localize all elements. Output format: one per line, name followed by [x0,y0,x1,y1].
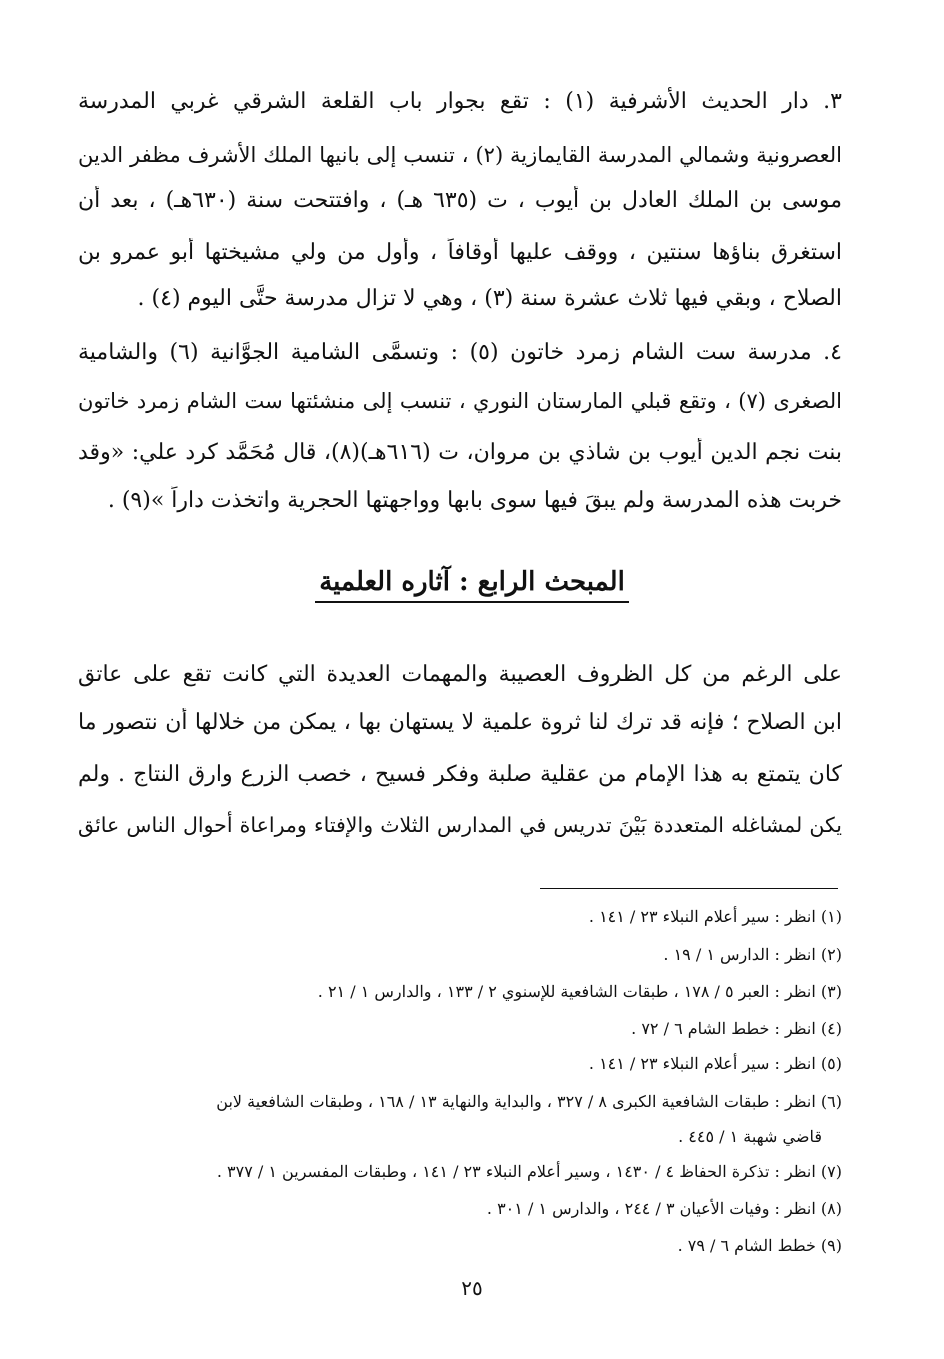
text-line: ٤. مدرسة ست الشام زمرد خاتون (٥) : وتسمَّى الشامية الجوَّانية (٦) والشامية [78,340,842,365]
footnote-divider [540,888,838,889]
section-heading-text: المبحث الرابع : آثاره العلمية [315,567,629,603]
text-line: الصلاح ، وبقي فيها ثلاث عشرة سنة (٣) ، وهي لا تزال مدرسة حتَّى اليوم (٤) . [137,286,842,311]
text-line: موسى بن الملك العادل بن أيوب ، ت (٦٣٥ هـ) ، وافتتحت سنة (٦٣٠هـ) ، بعد أن [78,188,842,213]
footnote: (٩) خطط الشام ٦ / ٧٩ . [677,1236,842,1255]
footnote-continuation: قاضي شهبة ١ / ٤٤٥ . [678,1127,822,1146]
footnote: (٧) انظر : تذكرة الحفاظ ٤ / ١٤٣٠ ، وسير أعلام النبلاء ٢٣ / ١٤١ ، وطبقات المفسرين ١ / ٣٧٧ . [216,1162,842,1181]
text-line: بنت نجم الدين أيوب بن شاذي بن مروان، ت (٦١٦هـ)(٨)، قال مُحَمَّد كرد علي: «وقد [78,440,842,465]
text-line: استغرق بناؤها سنتين ، ووقف عليها أوقافاً ، وأول من ولي مشيختها أبو عمرو بن [78,240,842,265]
text-line: ابن الصلاح ؛ فإنه قد ترك لنا ثروة علمية لا يستهان بها ، يمكن من خلالها أن نتصور ما [78,710,842,735]
section-heading [0,562,944,602]
footnote: (٨) انظر : وفيات الأعيان ٣ / ٢٤٤ ، والدارس ١ / ٣٠١ . [486,1199,842,1218]
page-number: ٢٥ [461,1276,483,1300]
text-line: خربت هذه المدرسة ولم يبقَ فيها سوى بابها وواجهتها الحجرية واتخذت داراً »(٩) . [107,488,842,513]
footnote: (٦) انظر : طبقات الشافعية الكبرى ٨ / ٣٢٧ ، والبداية والنهاية ١٣ / ١٦٨ ، وطبقات الشافعية لابن [216,1092,842,1111]
text-line: يكن لمشاغله المتعددة بَيْنَ تدريس في المدارس الثلاث والإفتاء ومراعاة أحوال الناس عائق [78,813,842,837]
footnote: (١) انظر : سير أعلام النبلاء ٢٣ / ١٤١ . [588,907,842,926]
text-line: العصرونية وشمالي المدرسة القايمازية (٢) ، تنسب إلى بانيها الملك الأشرف مظفر الدين [78,143,842,167]
text-line: على الرغم من كل الظروف العصيبة والمهمات العديدة التي كانت تقع على عاتق [78,662,842,687]
footnote: (٤) انظر : خطط الشام ٦ / ٧٢ . [631,1019,842,1038]
footnote: (٣) انظر : العبر ٥ / ١٧٨ ، طبقات الشافعية للإسنوي ٢ / ١٣٣ ، والدارس ١ / ٢١ . [317,982,842,1001]
footnote: (٢) انظر : الدارس ١ / ١٩ . [663,945,842,964]
text-line: كان يتمتع به هذا الإمام من عقلية صلبة وفكر فسيح ، خصب الزرع وارق النتاج . ولم [78,762,842,787]
text-line: الصغرى (٧) ، وتقع قبلي المارستان النوري ، تنسب إلى منشئتها ست الشام زمرد خاتون [78,389,842,413]
footnote: (٥) انظر : سير أعلام النبلاء ٢٣ / ١٤١ . [588,1054,842,1073]
text-line: ٣. دار الحديث الأشرفية (١) : تقع بجوار باب القلعة الشرقي غربي المدرسة [78,89,842,114]
